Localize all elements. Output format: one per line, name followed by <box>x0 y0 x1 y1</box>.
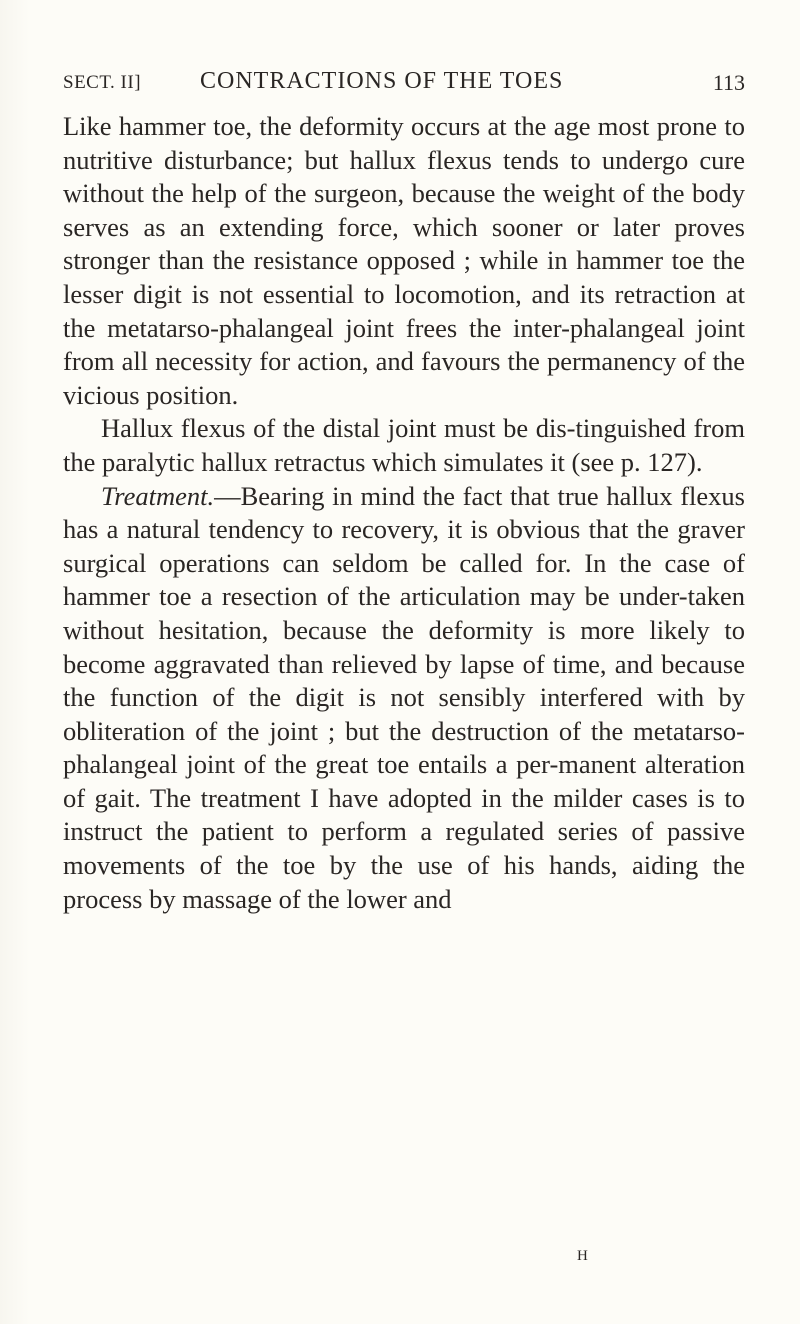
running-title: CONTRACTIONS OF THE TOES <box>200 68 564 94</box>
paragraph-1: Like hammer toe, the deformity occurs at the age most prone to nutritive disturbance; but hallux flexus tends to undergo cure without the help of the surgeon, because the weight of the body serves as an extending force, which sooner or later proves stronger than the resistance opposed ; while in hammer toe the lesser digit is not essential to locomotion, and its retraction at the metatarso-phalangeal joint frees the inter-phalangeal joint from all necessity for action, and favours the permanency of the vicious position. <box>63 111 745 410</box>
paragraph-2: Hallux flexus of the distal joint must be dis-tinguished from the paralytic hallux retractus which simulates it (see p. 127). <box>63 413 745 477</box>
treatment-heading: Treatment. <box>101 480 215 511</box>
running-header <box>63 68 745 108</box>
signature-mark: H <box>577 1248 589 1264</box>
page-number: 113 <box>712 70 745 95</box>
paragraph-3-text: —Bearing in mind the fact that true hallux flexus has a natural tendency to recovery, it is obvious that the graver surgical operations can seldom be called for. In the case of hammer toe a resection of the articulation may be under-taken without hesitation, because the deformity is more likely to become aggravated than relieved by lapse of time, and because the function of the digit is not sensibly interfered with by obliteration of the joint ; but the destruction of the metatarso-phalangeal joint of the great toe entails a per-manent alteration of gait. The treatment I have adopted in the milder cases is to instruct the patient to perform a regulated series of passive movements of the toe by the use of his hands, aiding the process by massage of the lower and <box>63 480 745 914</box>
paragraph-3 <box>63 480 745 917</box>
body-text <box>63 110 745 916</box>
section-label: SECT. II] <box>63 72 142 93</box>
